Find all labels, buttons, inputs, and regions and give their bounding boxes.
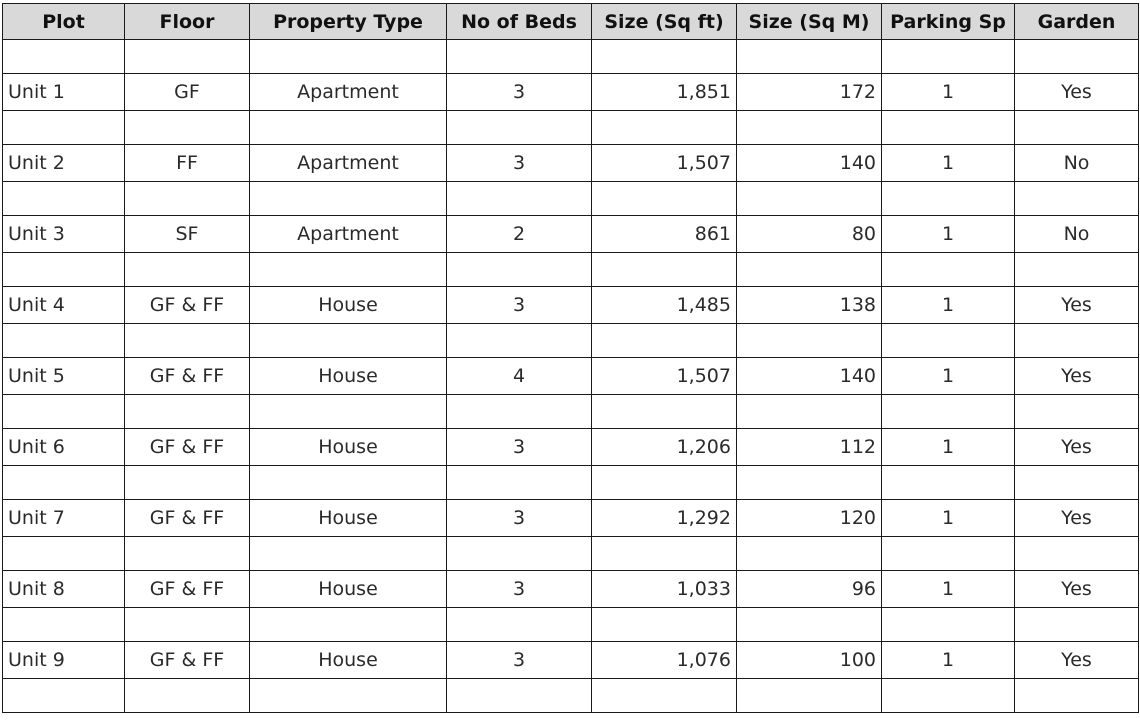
empty-cell[interactable] <box>1015 537 1139 571</box>
empty-cell[interactable] <box>592 111 737 145</box>
empty-cell[interactable] <box>3 324 125 358</box>
empty-cell[interactable] <box>737 466 882 500</box>
empty-cell[interactable] <box>882 466 1015 500</box>
empty-cell[interactable] <box>592 40 737 74</box>
empty-cell[interactable] <box>125 111 250 145</box>
cell-garden[interactable]: Yes <box>1015 429 1139 466</box>
cell-plot[interactable]: Unit 8 <box>3 571 125 608</box>
cell-garden[interactable]: Yes <box>1015 358 1139 395</box>
cell-size-sq-m[interactable]: 100 <box>737 642 882 679</box>
empty-cell[interactable] <box>3 466 125 500</box>
empty-cell[interactable] <box>1015 253 1139 287</box>
cell-property-type[interactable]: House <box>250 500 447 537</box>
empty-cell[interactable] <box>447 395 592 429</box>
empty-cell[interactable] <box>3 679 125 713</box>
empty-cell[interactable] <box>447 182 592 216</box>
cell-size-sq-ft[interactable]: 1,485 <box>592 287 737 324</box>
cell-garden[interactable]: No <box>1015 145 1139 182</box>
empty-cell[interactable] <box>1015 395 1139 429</box>
empty-cell[interactable] <box>882 111 1015 145</box>
cell-size-sq-ft[interactable]: 1,292 <box>592 500 737 537</box>
empty-cell[interactable] <box>447 537 592 571</box>
cell-floor[interactable]: GF & FF <box>125 500 250 537</box>
empty-cell[interactable] <box>250 679 447 713</box>
empty-cell[interactable] <box>3 182 125 216</box>
table-row <box>3 358 1139 395</box>
empty-cell[interactable] <box>592 679 737 713</box>
empty-cell[interactable] <box>3 253 125 287</box>
empty-cell[interactable] <box>1015 608 1139 642</box>
empty-row <box>3 679 1139 713</box>
header-no-of-beds[interactable]: No of Beds <box>447 4 592 40</box>
empty-cell[interactable] <box>1015 324 1139 358</box>
empty-cell[interactable] <box>882 40 1015 74</box>
cell-garden[interactable]: Yes <box>1015 74 1139 111</box>
cell-floor[interactable]: GF & FF <box>125 642 250 679</box>
header-parking-spaces[interactable]: Parking Sp <box>882 4 1015 40</box>
empty-cell[interactable] <box>250 182 447 216</box>
empty-cell[interactable] <box>447 608 592 642</box>
cell-no-of-beds[interactable]: 3 <box>447 74 592 111</box>
cell-no-of-beds[interactable]: 3 <box>447 145 592 182</box>
empty-cell[interactable] <box>882 324 1015 358</box>
empty-row <box>3 608 1139 642</box>
empty-cell[interactable] <box>737 253 882 287</box>
cell-property-type[interactable]: Apartment <box>250 145 447 182</box>
empty-cell[interactable] <box>447 679 592 713</box>
table-row <box>3 429 1139 466</box>
empty-cell[interactable] <box>1015 182 1139 216</box>
cell-parking-spaces[interactable]: 1 <box>882 287 1015 324</box>
empty-cell[interactable] <box>250 324 447 358</box>
header-row <box>3 4 1139 40</box>
cell-parking-spaces[interactable]: 1 <box>882 429 1015 466</box>
empty-cell[interactable] <box>447 324 592 358</box>
cell-size-sq-m[interactable]: 140 <box>737 358 882 395</box>
cell-no-of-beds[interactable]: 4 <box>447 358 592 395</box>
empty-cell[interactable] <box>737 608 882 642</box>
cell-floor[interactable]: FF <box>125 145 250 182</box>
cell-no-of-beds[interactable]: 3 <box>447 287 592 324</box>
empty-cell[interactable] <box>250 111 447 145</box>
cell-floor[interactable]: GF & FF <box>125 358 250 395</box>
empty-cell[interactable] <box>125 253 250 287</box>
cell-garden[interactable]: Yes <box>1015 500 1139 537</box>
cell-size-sq-m[interactable]: 138 <box>737 287 882 324</box>
empty-cell[interactable] <box>125 40 250 74</box>
cell-parking-spaces[interactable]: 1 <box>882 358 1015 395</box>
empty-cell[interactable] <box>882 679 1015 713</box>
cell-size-sq-ft[interactable]: 1,507 <box>592 145 737 182</box>
header-garden[interactable]: Garden <box>1015 4 1139 40</box>
cell-size-sq-ft[interactable]: 1,033 <box>592 571 737 608</box>
cell-plot[interactable]: Unit 6 <box>3 429 125 466</box>
empty-cell[interactable] <box>882 253 1015 287</box>
cell-parking-spaces[interactable]: 1 <box>882 74 1015 111</box>
empty-cell[interactable] <box>1015 466 1139 500</box>
cell-size-sq-m[interactable]: 140 <box>737 145 882 182</box>
empty-cell[interactable] <box>882 537 1015 571</box>
cell-floor[interactable]: GF & FF <box>125 429 250 466</box>
empty-cell[interactable] <box>447 253 592 287</box>
empty-row <box>3 466 1139 500</box>
header-plot[interactable]: Plot <box>3 4 125 40</box>
empty-cell[interactable] <box>447 466 592 500</box>
empty-cell[interactable] <box>3 608 125 642</box>
header-property-type[interactable]: Property Type <box>250 4 447 40</box>
empty-row <box>3 40 1139 74</box>
empty-cell[interactable] <box>250 466 447 500</box>
cell-parking-spaces[interactable]: 1 <box>882 145 1015 182</box>
empty-cell[interactable] <box>250 537 447 571</box>
cell-property-type[interactable]: House <box>250 571 447 608</box>
table-row <box>3 145 1139 182</box>
empty-cell[interactable] <box>3 111 125 145</box>
empty-cell[interactable] <box>882 395 1015 429</box>
cell-no-of-beds[interactable]: 3 <box>447 642 592 679</box>
empty-cell[interactable] <box>3 395 125 429</box>
cell-property-type[interactable]: House <box>250 358 447 395</box>
empty-cell[interactable] <box>592 537 737 571</box>
table-row <box>3 500 1139 537</box>
cell-plot[interactable]: Unit 1 <box>3 74 125 111</box>
empty-cell[interactable] <box>592 253 737 287</box>
header-size-sq-ft[interactable]: Size (Sq ft) <box>592 4 737 40</box>
cell-floor[interactable]: GF & FF <box>125 287 250 324</box>
cell-no-of-beds[interactable]: 3 <box>447 571 592 608</box>
empty-cell[interactable] <box>3 40 125 74</box>
cell-size-sq-ft[interactable]: 1,206 <box>592 429 737 466</box>
cell-plot[interactable]: Unit 7 <box>3 500 125 537</box>
empty-cell[interactable] <box>737 111 882 145</box>
cell-floor[interactable]: GF <box>125 74 250 111</box>
cell-size-sq-ft[interactable]: 861 <box>592 216 737 253</box>
cell-parking-spaces[interactable]: 1 <box>882 500 1015 537</box>
table-row <box>3 216 1139 253</box>
empty-cell[interactable] <box>125 679 250 713</box>
cell-size-sq-ft[interactable]: 1,507 <box>592 358 737 395</box>
cell-size-sq-m[interactable]: 112 <box>737 429 882 466</box>
cell-property-type[interactable]: House <box>250 429 447 466</box>
empty-row <box>3 324 1139 358</box>
cell-garden[interactable]: Yes <box>1015 287 1139 324</box>
cell-plot[interactable]: Unit 3 <box>3 216 125 253</box>
property-schedule-table <box>2 3 1139 713</box>
empty-cell[interactable] <box>737 395 882 429</box>
empty-cell[interactable] <box>447 40 592 74</box>
empty-cell[interactable] <box>737 40 882 74</box>
cell-plot[interactable]: Unit 4 <box>3 287 125 324</box>
table-row <box>3 571 1139 608</box>
empty-cell[interactable] <box>737 537 882 571</box>
empty-cell[interactable] <box>125 182 250 216</box>
table-body <box>3 40 1139 713</box>
table-row <box>3 642 1139 679</box>
table-row <box>3 74 1139 111</box>
header-size-sq-m[interactable]: Size (Sq M) <box>737 4 882 40</box>
empty-cell[interactable] <box>125 537 250 571</box>
cell-size-sq-m[interactable]: 172 <box>737 74 882 111</box>
header-floor[interactable]: Floor <box>125 4 250 40</box>
cell-size-sq-ft[interactable]: 1,076 <box>592 642 737 679</box>
empty-cell[interactable] <box>250 395 447 429</box>
empty-cell[interactable] <box>125 324 250 358</box>
cell-property-type[interactable]: Apartment <box>250 216 447 253</box>
cell-no-of-beds[interactable]: 3 <box>447 429 592 466</box>
empty-cell[interactable] <box>592 395 737 429</box>
cell-no-of-beds[interactable]: 2 <box>447 216 592 253</box>
empty-cell[interactable] <box>592 324 737 358</box>
empty-row <box>3 253 1139 287</box>
cell-property-type[interactable]: House <box>250 642 447 679</box>
cell-size-sq-ft[interactable]: 1,851 <box>592 74 737 111</box>
empty-cell[interactable] <box>250 40 447 74</box>
cell-plot[interactable]: Unit 2 <box>3 145 125 182</box>
cell-parking-spaces[interactable]: 1 <box>882 571 1015 608</box>
cell-floor[interactable]: SF <box>125 216 250 253</box>
empty-row <box>3 111 1139 145</box>
cell-parking-spaces[interactable]: 1 <box>882 642 1015 679</box>
empty-cell[interactable] <box>3 537 125 571</box>
empty-cell[interactable] <box>250 253 447 287</box>
cell-garden[interactable]: Yes <box>1015 571 1139 608</box>
empty-cell[interactable] <box>447 111 592 145</box>
empty-cell[interactable] <box>1015 679 1139 713</box>
empty-cell[interactable] <box>882 608 1015 642</box>
cell-parking-spaces[interactable]: 1 <box>882 216 1015 253</box>
table-row <box>3 287 1139 324</box>
cell-property-type[interactable]: Apartment <box>250 74 447 111</box>
cell-floor[interactable]: GF & FF <box>125 571 250 608</box>
empty-cell[interactable] <box>250 608 447 642</box>
empty-cell[interactable] <box>737 679 882 713</box>
cell-size-sq-m[interactable]: 80 <box>737 216 882 253</box>
empty-cell[interactable] <box>592 182 737 216</box>
empty-cell[interactable] <box>1015 40 1139 74</box>
cell-property-type[interactable]: House <box>250 287 447 324</box>
cell-plot[interactable]: Unit 9 <box>3 642 125 679</box>
empty-row <box>3 182 1139 216</box>
cell-garden[interactable]: Yes <box>1015 642 1139 679</box>
empty-cell[interactable] <box>737 182 882 216</box>
empty-row <box>3 395 1139 429</box>
empty-cell[interactable] <box>737 324 882 358</box>
empty-cell[interactable] <box>592 608 737 642</box>
empty-row <box>3 537 1139 571</box>
empty-cell[interactable] <box>592 466 737 500</box>
empty-cell[interactable] <box>882 182 1015 216</box>
cell-plot[interactable]: Unit 5 <box>3 358 125 395</box>
cell-size-sq-m[interactable]: 96 <box>737 571 882 608</box>
cell-no-of-beds[interactable]: 3 <box>447 500 592 537</box>
empty-cell[interactable] <box>125 395 250 429</box>
empty-cell[interactable] <box>125 466 250 500</box>
empty-cell[interactable] <box>1015 111 1139 145</box>
empty-cell[interactable] <box>125 608 250 642</box>
cell-size-sq-m[interactable]: 120 <box>737 500 882 537</box>
cell-garden[interactable]: No <box>1015 216 1139 253</box>
